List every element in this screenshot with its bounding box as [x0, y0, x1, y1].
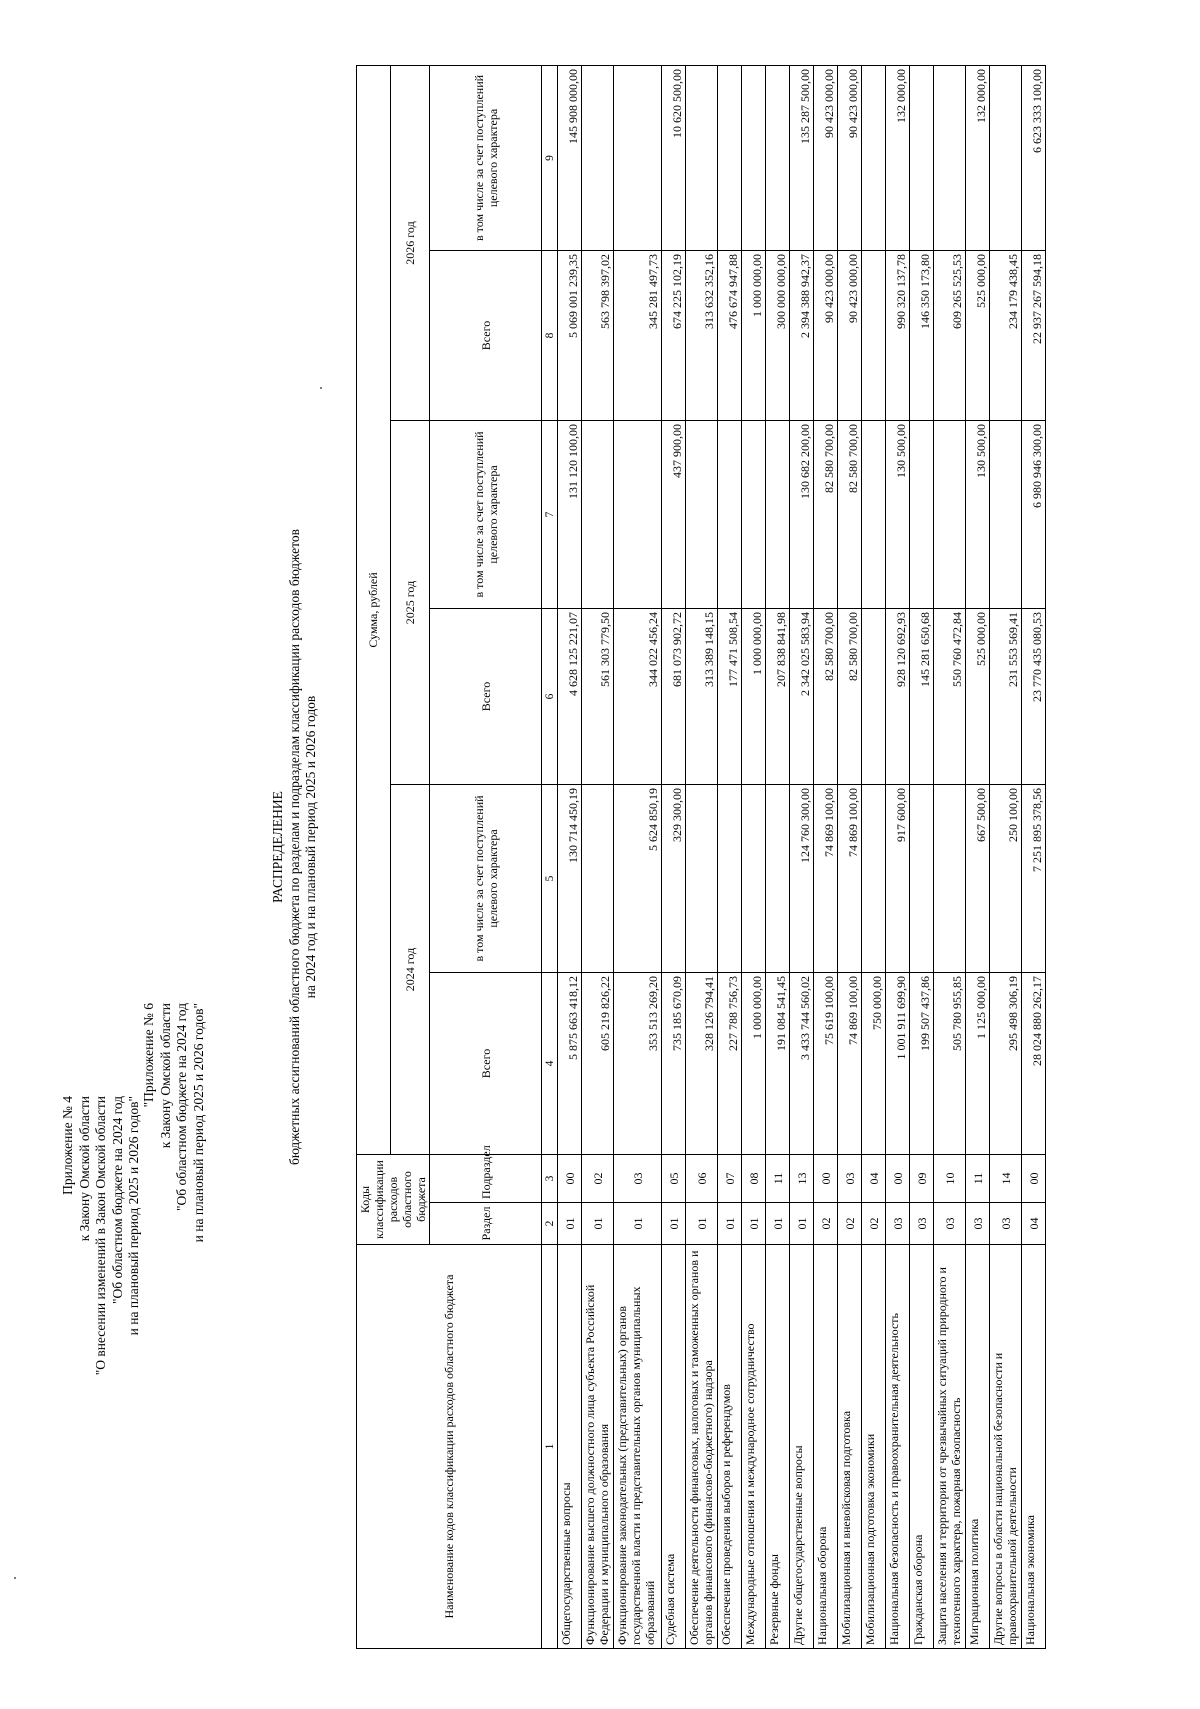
column-number: 1 — [542, 1245, 558, 1649]
column-number: 8 — [542, 250, 558, 420]
table-row — [910, 65, 934, 1648]
row-total-2026: 476 674 947,88 — [718, 250, 742, 420]
row-targeted-2026: 135 287 500,00 — [790, 65, 814, 250]
table-row — [718, 65, 742, 1648]
row-targeted-2026: 90 423 000,00 — [838, 65, 862, 250]
row-section-code: 01 — [686, 1203, 718, 1245]
header-section: Раздел — [430, 1203, 542, 1245]
appendix-4-header — [60, 1096, 143, 1556]
scan-speck — [14, 1577, 16, 1579]
row-targeted-2026 — [766, 65, 790, 250]
row-targeted-2025 — [718, 420, 742, 608]
table-row — [662, 65, 686, 1648]
row-subsection-code: 10 — [934, 1154, 966, 1202]
row-name: Миграционная политика — [966, 1245, 990, 1649]
row-targeted-2024 — [934, 784, 966, 972]
column-number: 3 — [542, 1154, 558, 1202]
row-name: Функционирование законодательных (представительных) органов государственной власти и представительных органов муниципальных образований — [614, 1245, 662, 1649]
row-total-2025: 550 760 472,84 — [934, 608, 966, 784]
row-targeted-2025 — [934, 420, 966, 608]
table-row — [614, 65, 662, 1648]
row-total-2025: 82 580 700,00 — [838, 608, 862, 784]
row-section-code: 03 — [910, 1203, 934, 1245]
column-number: 2 — [542, 1203, 558, 1245]
column-number: 9 — [542, 65, 558, 250]
row-total-2026: 990 320 137,78 — [886, 250, 910, 420]
row-total-2025: 344 022 456,24 — [614, 608, 662, 784]
row-section-code: 01 — [742, 1203, 766, 1245]
row-total-2026: 525 000,00 — [966, 250, 990, 420]
title-line-2: бюджетных ассигнований областного бюджета по разделам и подразделам классификации расходов бюджетов — [286, 528, 302, 1166]
row-targeted-2026: 145 908 000,00 — [558, 65, 582, 250]
row-targeted-2025: 131 120 100,00 — [558, 420, 582, 608]
row-total-2026: 300 000 000,00 — [766, 250, 790, 420]
row-total-2024: 505 780 955,85 — [934, 972, 966, 1154]
row-targeted-2024: 5 624 850,19 — [614, 784, 662, 972]
row-section-code: 01 — [718, 1203, 742, 1245]
row-total-2025: 145 281 650,68 — [910, 608, 934, 784]
row-total-2025: 313 389 148,15 — [686, 608, 718, 784]
header-line: "Приложение № 6 — [141, 1003, 156, 1108]
row-total-2024: 191 084 541,45 — [766, 972, 790, 1154]
row-targeted-2026 — [686, 65, 718, 250]
row-targeted-2025: 82 580 700,00 — [814, 420, 838, 608]
row-total-2026: 90 423 000,00 — [838, 250, 862, 420]
row-targeted-2024: 74 869 100,00 — [814, 784, 838, 972]
row-total-2025: 177 471 508,54 — [718, 608, 742, 784]
row-targeted-2024: 329 300,00 — [662, 784, 686, 972]
row-targeted-2024: 250 100,00 — [990, 784, 1022, 972]
appendix-6-header — [141, 1003, 207, 1463]
table-row — [814, 65, 838, 1648]
row-total-2024: 199 507 437,86 — [910, 972, 934, 1154]
row-targeted-2024 — [718, 784, 742, 972]
header-line: к Закону Омской области — [76, 1096, 92, 1242]
row-section-code: 01 — [766, 1203, 790, 1245]
row-targeted-2024: 7 251 895 378,56 — [1022, 784, 1046, 972]
table-row — [558, 65, 582, 1648]
header-total-2024: Всего — [430, 972, 542, 1154]
row-subsection-code: 11 — [766, 1154, 790, 1202]
row-targeted-2026 — [742, 65, 766, 250]
row-section-code: 01 — [790, 1203, 814, 1245]
header-name-column: Наименование кодов классификации расходов областного бюджета — [357, 1245, 542, 1649]
row-targeted-2026 — [934, 65, 966, 250]
row-total-2024: 1 125 000,00 — [966, 972, 990, 1154]
row-total-2025 — [862, 608, 886, 784]
row-subsection-code: 02 — [582, 1154, 614, 1202]
row-targeted-2025 — [862, 420, 886, 608]
row-targeted-2025: 6 980 946 300,00 — [1022, 420, 1046, 608]
header-total-2025: Всего — [430, 608, 542, 784]
row-targeted-2024 — [742, 784, 766, 972]
row-name: Резервные фонды — [766, 1245, 790, 1649]
table-row — [790, 65, 814, 1648]
row-total-2024: 328 126 794,41 — [686, 972, 718, 1154]
row-subsection-code: 00 — [886, 1154, 910, 1202]
row-targeted-2024: 124 760 300,00 — [790, 784, 814, 972]
document-title — [270, 257, 320, 1437]
row-targeted-2026 — [862, 65, 886, 250]
budget-allocation-table — [356, 65, 1046, 1649]
row-name: Мобилизационная и вневойсковая подготовка — [838, 1245, 862, 1649]
header-year-2024: 2024 год — [390, 784, 429, 1154]
header-targeted-2026: в том числе за счет поступлений целевого характера — [430, 65, 542, 250]
row-name: Другие общегосударственные вопросы — [790, 1245, 814, 1649]
row-total-2025: 4 628 125 221,07 — [558, 608, 582, 784]
row-total-2024: 28 024 880 262,17 — [1022, 972, 1046, 1154]
row-name: Национальная оборона — [814, 1245, 838, 1649]
header-line: и на плановый период 2025 и 2026 годов" — [190, 1003, 206, 1243]
row-name: Общегосударственные вопросы — [558, 1245, 582, 1649]
table-row — [742, 65, 766, 1648]
row-section-code: 01 — [558, 1203, 582, 1245]
row-total-2026: 2 394 388 942,37 — [790, 250, 814, 420]
row-name: Национальная безопасность и правоохранительная деятельность — [886, 1245, 910, 1649]
row-total-2026 — [862, 250, 886, 420]
row-targeted-2024: 667 500,00 — [966, 784, 990, 972]
header-line: к Закону Омской области — [157, 1003, 173, 1149]
row-targeted-2025 — [910, 420, 934, 608]
header-targeted-2024: в том числе за счет поступлений целевого характера — [430, 784, 542, 972]
row-targeted-2026: 90 423 000,00 — [814, 65, 838, 250]
row-total-2024: 3 433 744 560,02 — [790, 972, 814, 1154]
row-section-code: 02 — [838, 1203, 862, 1245]
row-total-2025: 681 073 902,72 — [662, 608, 686, 784]
row-section-code: 01 — [662, 1203, 686, 1245]
row-targeted-2025 — [742, 420, 766, 608]
row-total-2026: 563 798 397,02 — [582, 250, 614, 420]
row-total-2026: 1 000 000,00 — [742, 250, 766, 420]
header-total-2026: Всего — [430, 250, 542, 420]
row-name: Другие вопросы в области национальной безопасности и правоохранительной деятельности — [990, 1245, 1022, 1649]
header-sum-group: Сумма, рублей — [357, 65, 391, 1154]
row-subsection-code: 14 — [990, 1154, 1022, 1202]
row-targeted-2026: 10 620 500,00 — [662, 65, 686, 250]
row-targeted-2026: 6 623 333 100,00 — [1022, 65, 1046, 250]
row-targeted-2025: 130 682 200,00 — [790, 420, 814, 608]
row-section-code: 01 — [582, 1203, 614, 1245]
row-targeted-2024: 917 600,00 — [886, 784, 910, 972]
row-subsection-code: 07 — [718, 1154, 742, 1202]
title-line-3: на 2024 год и на плановый период 2025 и 2026 годов — [303, 695, 319, 999]
scan-speck — [320, 387, 322, 389]
row-subsection-code: 00 — [1022, 1154, 1046, 1202]
row-name: Функционирование высшего должностного лица субъекта Российской Федерации и муниципального образования — [582, 1245, 614, 1649]
row-subsection-code: 13 — [790, 1154, 814, 1202]
row-targeted-2025 — [990, 420, 1022, 608]
row-name: Обеспечение проведения выборов и референдумов — [718, 1245, 742, 1649]
column-number-row — [542, 65, 558, 1648]
row-total-2025: 231 553 569,41 — [990, 608, 1022, 784]
row-total-2024: 227 788 756,73 — [718, 972, 742, 1154]
row-name: Судебная система — [662, 1245, 686, 1649]
header-subsection: Подраздел — [430, 1154, 542, 1202]
row-targeted-2026 — [910, 65, 934, 250]
header-targeted-2025: в том числе за счет поступлений целевого характера — [430, 420, 542, 608]
column-number: 6 — [542, 608, 558, 784]
table-row — [886, 65, 910, 1648]
row-targeted-2025: 437 900,00 — [662, 420, 686, 608]
row-name: Мобилизационная подготовка экономики — [862, 1245, 886, 1649]
row-total-2026: 234 179 438,45 — [990, 250, 1022, 420]
row-targeted-2025: 82 580 700,00 — [838, 420, 862, 608]
header-line: "Об областном бюджете на 2024 год — [109, 1096, 125, 1304]
row-section-code: 04 — [1022, 1203, 1046, 1245]
row-section-code: 03 — [990, 1203, 1022, 1245]
row-total-2024: 605 219 826,22 — [582, 972, 614, 1154]
header-line: "Об областном бюджете на 2024 год — [174, 1003, 190, 1211]
column-number: 4 — [542, 972, 558, 1154]
row-subsection-code: 11 — [966, 1154, 990, 1202]
row-total-2026: 146 350 173,80 — [910, 250, 934, 420]
row-section-code: 03 — [886, 1203, 910, 1245]
row-total-2024: 5 875 663 418,12 — [558, 972, 582, 1154]
header-line: "О внесении изменений в Закон Омской области — [93, 1096, 109, 1376]
row-subsection-code: 05 — [662, 1154, 686, 1202]
row-subsection-code: 06 — [686, 1154, 718, 1202]
header-year-2026: 2026 год — [390, 65, 429, 420]
row-section-code: 03 — [934, 1203, 966, 1245]
row-total-2026: 5 069 001 239,35 — [558, 250, 582, 420]
row-subsection-code: 04 — [862, 1154, 886, 1202]
row-total-2026: 345 281 497,73 — [614, 250, 662, 420]
row-total-2026: 609 265 525,53 — [934, 250, 966, 420]
row-targeted-2024 — [862, 784, 886, 972]
row-targeted-2026 — [582, 65, 614, 250]
row-total-2025: 207 838 841,98 — [766, 608, 790, 784]
table-row — [862, 65, 886, 1648]
row-section-code: 02 — [814, 1203, 838, 1245]
row-targeted-2025: 130 500,00 — [966, 420, 990, 608]
row-total-2024: 735 185 670,09 — [662, 972, 686, 1154]
row-subsection-code: 03 — [838, 1154, 862, 1202]
row-targeted-2026 — [990, 65, 1022, 250]
row-total-2024: 1 001 911 699,90 — [886, 972, 910, 1154]
row-total-2025: 561 303 779,50 — [582, 608, 614, 784]
row-subsection-code: 08 — [742, 1154, 766, 1202]
row-targeted-2024 — [910, 784, 934, 972]
row-total-2025: 928 120 692,93 — [886, 608, 910, 784]
table-row — [990, 65, 1022, 1648]
row-targeted-2025 — [582, 420, 614, 608]
row-total-2024: 295 498 306,19 — [990, 972, 1022, 1154]
table-row — [1022, 65, 1046, 1648]
row-name: Гражданская оборона — [910, 1245, 934, 1649]
row-total-2024: 750 000,00 — [862, 972, 886, 1154]
header-line: Приложение № 4 — [60, 1096, 75, 1195]
row-targeted-2025 — [766, 420, 790, 608]
row-subsection-code: 09 — [910, 1154, 934, 1202]
column-number: 5 — [542, 784, 558, 972]
table-row — [766, 65, 790, 1648]
row-targeted-2024 — [686, 784, 718, 972]
table-row — [686, 65, 718, 1648]
row-targeted-2025 — [686, 420, 718, 608]
row-total-2024: 353 513 269,20 — [614, 972, 662, 1154]
row-targeted-2026: 132 000,00 — [886, 65, 910, 250]
row-total-2025: 23 770 435 080,53 — [1022, 608, 1046, 784]
row-total-2025: 2 342 025 583,94 — [790, 608, 814, 784]
row-total-2025: 525 000,00 — [966, 608, 990, 784]
row-name: Защита населения и территории от чрезвычайных ситуаций природного и техногенного характера, пожарная безопасность — [934, 1245, 966, 1649]
row-name: Обеспечение деятельности финансовых, налоговых и таможенных органов и органов финансового (финансово-бюджетного) надзора — [686, 1245, 718, 1649]
row-targeted-2026 — [614, 65, 662, 250]
row-targeted-2026: 132 000,00 — [966, 65, 990, 250]
row-subsection-code: 00 — [558, 1154, 582, 1202]
table-row — [934, 65, 966, 1648]
row-targeted-2026 — [718, 65, 742, 250]
row-total-2024: 1 000 000,00 — [742, 972, 766, 1154]
row-total-2026: 90 423 000,00 — [814, 250, 838, 420]
row-total-2024: 75 619 100,00 — [814, 972, 838, 1154]
row-total-2026: 674 225 102,19 — [662, 250, 686, 420]
header-year-2025: 2025 год — [390, 420, 429, 784]
row-section-code: 01 — [614, 1203, 662, 1245]
row-name: Международные отношения и международное сотрудничество — [742, 1245, 766, 1649]
row-section-code: 02 — [862, 1203, 886, 1245]
table-body — [558, 65, 1046, 1648]
row-targeted-2025 — [614, 420, 662, 608]
row-section-code: 03 — [966, 1203, 990, 1245]
row-total-2026: 313 632 352,16 — [686, 250, 718, 420]
header-codes-group: Коды классификации расходов областного бюджета — [357, 1154, 430, 1244]
row-total-2026: 22 937 267 594,18 — [1022, 250, 1046, 420]
table-row — [838, 65, 862, 1648]
table-row — [966, 65, 990, 1648]
row-total-2025: 1 000 000,00 — [742, 608, 766, 784]
row-targeted-2024 — [582, 784, 614, 972]
row-name: Национальная экономика — [1022, 1245, 1046, 1649]
row-targeted-2024 — [766, 784, 790, 972]
row-targeted-2024: 74 869 100,00 — [838, 784, 862, 972]
column-number: 7 — [542, 420, 558, 608]
row-total-2025: 82 580 700,00 — [814, 608, 838, 784]
title-line-1: РАСПРЕДЕЛЕНИЕ — [270, 791, 285, 903]
row-subsection-code: 00 — [814, 1154, 838, 1202]
table-row — [582, 65, 614, 1648]
row-targeted-2025: 130 500,00 — [886, 420, 910, 608]
row-subsection-code: 03 — [614, 1154, 662, 1202]
row-targeted-2024: 130 714 450,19 — [558, 784, 582, 972]
row-total-2024: 74 869 100,00 — [838, 972, 862, 1154]
header-line: и на плановый период 2025 и 2026 годов" — [126, 1096, 142, 1336]
